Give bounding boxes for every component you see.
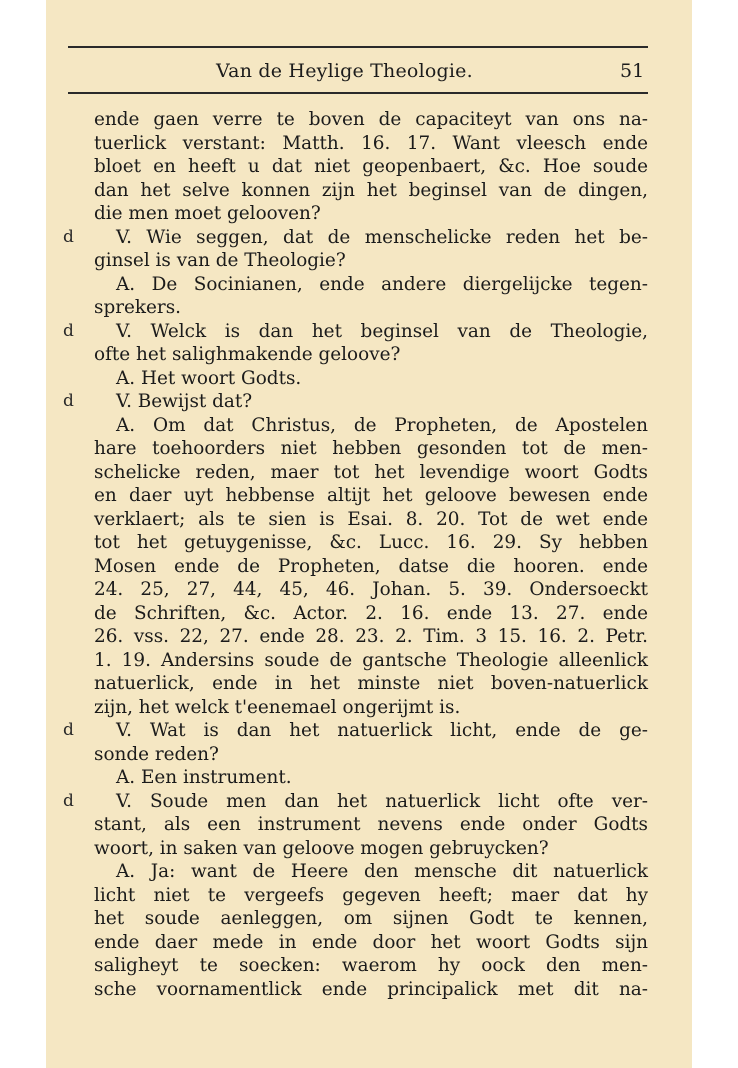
line-text: licht niet te vergeefs gegeven heeft; maer dat hy	[94, 884, 648, 906]
text-line	[94, 602, 648, 626]
text-line	[94, 202, 648, 226]
text-line	[94, 132, 648, 156]
line-text: hare toehoorders niet hebben gesonden tot de men-	[94, 438, 648, 459]
line-text: V. Soude men dan het natuerlick licht ofte ver-	[116, 790, 648, 812]
text-line	[63, 719, 648, 743]
text-line	[94, 508, 648, 532]
line-text: ofte het salighmakende geloove?	[94, 344, 401, 365]
header-rule-top	[68, 46, 648, 48]
text-line	[94, 578, 648, 602]
running-title: Van de Heylige Theologie.	[216, 60, 473, 82]
line-text: sprekers.	[94, 297, 181, 318]
text-line	[94, 296, 648, 320]
text-line	[63, 390, 648, 414]
margin-mark: d	[63, 391, 74, 411]
line-text: Mosen ende de Propheten, datse die hooren. ende	[94, 555, 648, 577]
text-line	[94, 931, 648, 955]
line-text: sonde reden?	[94, 743, 219, 765]
line-text: V. Wat is dan het natuerlick licht, ende de ge-	[116, 720, 648, 741]
text-line	[94, 437, 648, 461]
line-text: de Schriften, &c. Actor. 2. 16. ende 13. 27. ende	[94, 602, 648, 624]
text-line	[94, 649, 648, 673]
text-line	[94, 414, 648, 438]
line-text: saligheyt te soecken: waerom hy oock den men-	[94, 955, 648, 976]
page-number: 51	[620, 60, 645, 82]
text-line	[94, 367, 648, 391]
text-line	[94, 696, 648, 720]
line-text: A. Het woort Godts.	[116, 367, 302, 389]
line-text: stant, als een instrument nevens ende onder Godts	[94, 814, 648, 835]
line-text: A. Ja: want de Heere den mensche dit natuerlick	[116, 861, 648, 882]
book-page	[46, 0, 692, 1068]
line-text: zijn, het welck t'eenemael ongerijmt is.	[94, 696, 461, 718]
line-text: woort, in saken van geloove mogen gebruycken?	[94, 837, 549, 859]
text-line	[94, 907, 648, 931]
text-line	[94, 484, 648, 508]
line-text: dan het selve konnen zijn het beginsel van de dingen,	[94, 179, 648, 201]
text-line	[94, 155, 648, 179]
text-line	[94, 672, 648, 696]
line-text: tot het getuygenisse, &c. Lucc. 16. 29. Sy hebben	[94, 532, 648, 553]
text-line	[94, 249, 648, 273]
text-line	[94, 273, 648, 297]
margin-mark: d	[63, 320, 74, 341]
line-text: tuerlick verstant: Matth. 16. 17. Want vleesch ende	[94, 132, 648, 154]
line-text: A. De Socinianen, ende andere diergelijcke tegen-	[116, 273, 648, 295]
line-text: A. Om dat Christus, de Propheten, de Apostelen	[116, 414, 648, 436]
line-text: 1. 19. Andersins soude de gantsche Theologie alleenlick	[94, 649, 648, 671]
line-text: 26. vss. 22, 27. ende 28. 23. 2. Tim. 3 15. 16. 2. Petr.	[94, 626, 648, 647]
line-text: V. Welck is dan het beginsel van de Theologie,	[116, 320, 648, 342]
text-line	[94, 837, 648, 861]
line-text: 24. 25, 27, 44, 45, 46. Johan. 5. 39. Ondersoeckt	[94, 579, 648, 600]
header-rule-bottom	[68, 92, 648, 94]
text-line	[94, 743, 648, 767]
line-text: bloet en heeft u dat niet geopenbaert, &c. Hoe soude	[94, 156, 648, 177]
text-line	[94, 978, 648, 1002]
text-line	[94, 343, 648, 367]
text-line	[94, 179, 648, 203]
line-text: en daer uyt hebbense altijt het geloove bewesen ende	[94, 485, 648, 506]
margin-mark: d	[63, 720, 74, 740]
running-header	[46, 58, 692, 86]
line-text: V. Bewijst dat?	[116, 391, 253, 412]
text-line	[94, 766, 648, 790]
text-line	[63, 320, 648, 344]
text-line	[94, 954, 648, 978]
text-line	[63, 790, 648, 814]
text-line	[94, 884, 648, 908]
text-line	[94, 108, 648, 132]
line-text: het soude aenleggen, om sijnen Godt te kennen,	[94, 908, 648, 929]
text-line	[94, 531, 648, 555]
text-line	[63, 226, 648, 250]
text-line	[94, 860, 648, 884]
line-text: ende gaen verre te boven de capaciteyt van ons na-	[94, 109, 648, 130]
text-line	[94, 461, 648, 485]
line-text: A. Een instrument.	[116, 767, 292, 788]
line-text: sche voornamentlick ende principalick met dit na-	[94, 978, 648, 1000]
line-text: die men moet gelooven?	[94, 203, 321, 224]
text-line	[94, 813, 648, 837]
line-text: ginsel is van de Theologie?	[94, 250, 346, 271]
margin-mark: d	[63, 790, 74, 811]
text-body	[63, 108, 648, 1001]
text-line	[94, 555, 648, 579]
line-text: schelicke reden, maer tot het levendige woort Godts	[94, 461, 648, 483]
line-text: V. Wie seggen, dat de menschelicke reden het be-	[116, 226, 648, 248]
line-text: natuerlick, ende in het minste niet boven-natuerlick	[94, 673, 648, 694]
line-text: ende daer mede in ende door het woort Godts sijn	[94, 931, 648, 953]
text-line	[94, 625, 648, 649]
margin-mark: d	[63, 226, 74, 247]
line-text: verklaert; als te sien is Esai. 8. 20. Tot de wet ende	[94, 508, 648, 530]
